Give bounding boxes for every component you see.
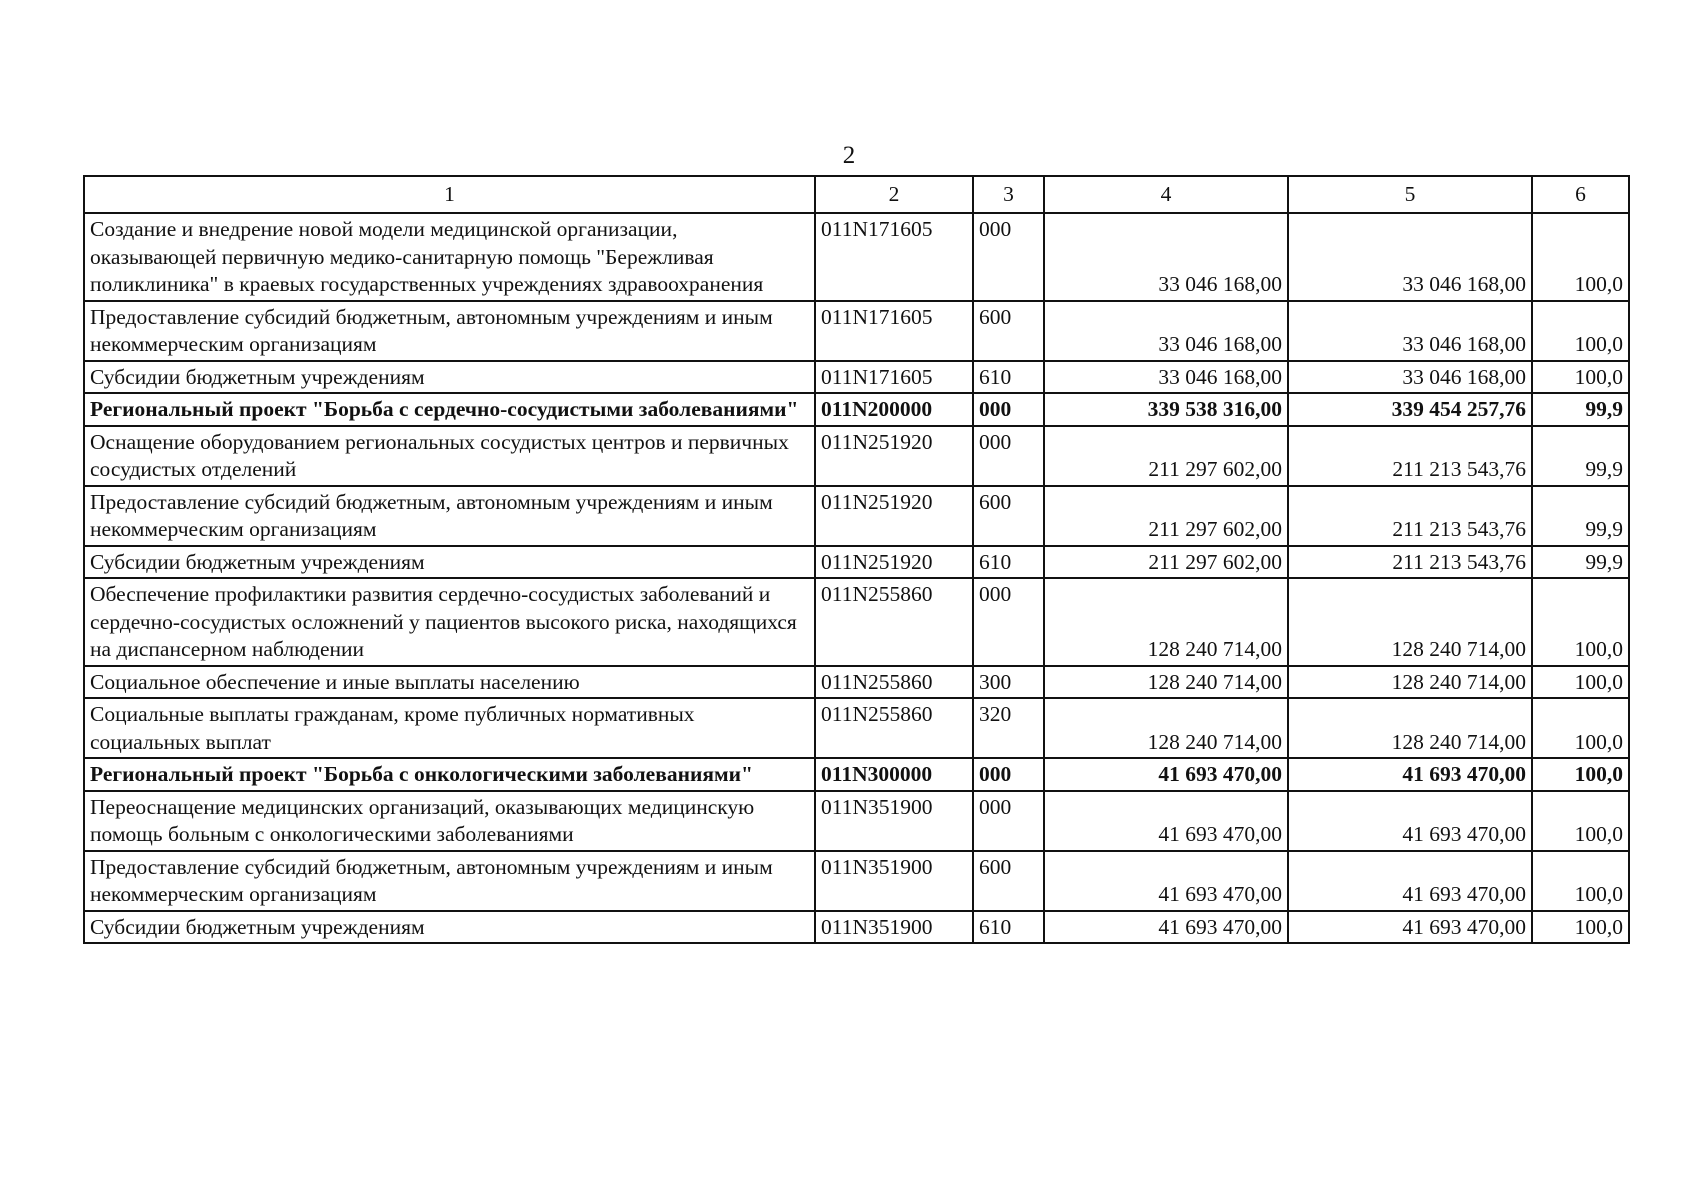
table-row	[84, 361, 1629, 394]
table-row	[84, 911, 1629, 944]
row-code-cell: 011N255860	[815, 666, 973, 699]
row-code-cell: 011N351900	[815, 791, 973, 851]
row-code-cell: 011N255860	[815, 578, 973, 666]
row-actual-cell: 128 240 714,00	[1288, 666, 1532, 699]
row-type-cell: 600	[973, 301, 1044, 361]
row-planned-cell: 211 297 602,00	[1044, 546, 1288, 579]
row-name-cell: Обеспечение профилактики развития сердечно-сосудистых заболеваний и сердечно-сосудистых осложнений у пациентов высокого риска, находящихся на диспансерном наблюдении	[84, 578, 815, 666]
table-header-row	[84, 176, 1629, 213]
row-code-cell: 011N251920	[815, 546, 973, 579]
row-type-cell: 000	[973, 393, 1044, 426]
page-number: 2	[842, 142, 856, 169]
table-row	[84, 758, 1629, 791]
row-code-cell: 011N171605	[815, 361, 973, 394]
row-name-cell: Субсидии бюджетным учреждениям	[84, 546, 815, 579]
table-row	[84, 426, 1629, 486]
row-code-cell: 011N200000	[815, 393, 973, 426]
row-percent-cell: 100,0	[1532, 758, 1629, 791]
table-row	[84, 578, 1629, 666]
row-name-cell: Региональный проект "Борьба с онкологическими заболеваниями"	[84, 758, 815, 791]
row-percent-cell: 100,0	[1532, 578, 1629, 666]
row-type-cell: 610	[973, 546, 1044, 579]
row-name-cell: Субсидии бюджетным учреждениям	[84, 911, 815, 944]
row-planned-cell: 33 046 168,00	[1044, 301, 1288, 361]
row-type-cell: 600	[973, 486, 1044, 546]
row-planned-cell: 211 297 602,00	[1044, 486, 1288, 546]
row-percent-cell: 100,0	[1532, 911, 1629, 944]
row-actual-cell: 41 693 470,00	[1288, 851, 1532, 911]
row-name-cell: Социальное обеспечение и иные выплаты населению	[84, 666, 815, 699]
row-name-cell: Предоставление субсидий бюджетным, автономным учреждениям и иным некоммерческим организациям	[84, 486, 815, 546]
row-name-cell: Переоснащение медицинских организаций, оказывающих медицинскую помощь больным с онкологическими заболеваниями	[84, 791, 815, 851]
row-name-cell: Предоставление субсидий бюджетным, автономным учреждениям и иным некоммерческим организациям	[84, 851, 815, 911]
row-percent-cell: 99,9	[1532, 393, 1629, 426]
row-percent-cell: 99,9	[1532, 546, 1629, 579]
row-actual-cell: 339 454 257,76	[1288, 393, 1532, 426]
row-name-cell: Социальные выплаты гражданам, кроме публичных нормативных социальных выплат	[84, 698, 815, 758]
row-name-cell: Оснащение оборудованием региональных сосудистых центров и первичных сосудистых отделений	[84, 426, 815, 486]
row-name-cell: Региональный проект "Борьба с сердечно-сосудистыми заболеваниями"	[84, 393, 815, 426]
table-row	[84, 301, 1629, 361]
row-type-cell: 610	[973, 911, 1044, 944]
row-type-cell: 610	[973, 361, 1044, 394]
row-name-cell: Создание и внедрение новой модели медицинской организации, оказывающей первичную медико-санитарную помощь "Бережливая поликлиника" в краевых государственных учреждениях здравоохранения	[84, 213, 815, 301]
row-code-cell: 011N351900	[815, 911, 973, 944]
table-body	[84, 176, 1629, 943]
row-percent-cell: 99,9	[1532, 486, 1629, 546]
row-type-cell: 600	[973, 851, 1044, 911]
row-planned-cell: 128 240 714,00	[1044, 698, 1288, 758]
header-cell-2: 2	[815, 176, 973, 213]
table-row	[84, 213, 1629, 301]
table-row	[84, 393, 1629, 426]
budget-table	[83, 175, 1630, 944]
row-code-cell: 011N255860	[815, 698, 973, 758]
row-actual-cell: 41 693 470,00	[1288, 911, 1532, 944]
row-type-cell: 000	[973, 791, 1044, 851]
row-planned-cell: 339 538 316,00	[1044, 393, 1288, 426]
row-actual-cell: 33 046 168,00	[1288, 361, 1532, 394]
row-planned-cell: 33 046 168,00	[1044, 361, 1288, 394]
row-actual-cell: 128 240 714,00	[1288, 698, 1532, 758]
row-planned-cell: 41 693 470,00	[1044, 791, 1288, 851]
row-percent-cell: 100,0	[1532, 851, 1629, 911]
row-code-cell: 011N251920	[815, 486, 973, 546]
row-actual-cell: 211 213 543,76	[1288, 426, 1532, 486]
header-cell-5: 5	[1288, 176, 1532, 213]
header-cell-4: 4	[1044, 176, 1288, 213]
row-percent-cell: 100,0	[1532, 666, 1629, 699]
header-cell-6: 6	[1532, 176, 1629, 213]
table-row	[84, 546, 1629, 579]
row-type-cell: 000	[973, 578, 1044, 666]
row-planned-cell: 128 240 714,00	[1044, 578, 1288, 666]
row-type-cell: 000	[973, 426, 1044, 486]
row-code-cell: 011N300000	[815, 758, 973, 791]
row-actual-cell: 41 693 470,00	[1288, 791, 1532, 851]
row-actual-cell: 33 046 168,00	[1288, 213, 1532, 301]
row-type-cell: 300	[973, 666, 1044, 699]
table-row	[84, 698, 1629, 758]
row-planned-cell: 41 693 470,00	[1044, 758, 1288, 791]
row-percent-cell: 100,0	[1532, 361, 1629, 394]
row-percent-cell: 99,9	[1532, 426, 1629, 486]
header-cell-3: 3	[973, 176, 1044, 213]
row-planned-cell: 211 297 602,00	[1044, 426, 1288, 486]
table-row	[84, 666, 1629, 699]
table-row	[84, 486, 1629, 546]
table-row	[84, 791, 1629, 851]
row-name-cell: Предоставление субсидий бюджетным, автономным учреждениям и иным некоммерческим организациям	[84, 301, 815, 361]
row-percent-cell: 100,0	[1532, 698, 1629, 758]
row-percent-cell: 100,0	[1532, 213, 1629, 301]
row-actual-cell: 41 693 470,00	[1288, 758, 1532, 791]
row-code-cell: 011N251920	[815, 426, 973, 486]
row-code-cell: 011N351900	[815, 851, 973, 911]
table-row	[84, 851, 1629, 911]
row-actual-cell: 211 213 543,76	[1288, 546, 1532, 579]
row-percent-cell: 100,0	[1532, 301, 1629, 361]
row-type-cell: 000	[973, 758, 1044, 791]
row-type-cell: 320	[973, 698, 1044, 758]
row-planned-cell: 41 693 470,00	[1044, 851, 1288, 911]
row-actual-cell: 211 213 543,76	[1288, 486, 1532, 546]
row-actual-cell: 128 240 714,00	[1288, 578, 1532, 666]
row-percent-cell: 100,0	[1532, 791, 1629, 851]
row-name-cell: Субсидии бюджетным учреждениям	[84, 361, 815, 394]
row-planned-cell: 128 240 714,00	[1044, 666, 1288, 699]
row-code-cell: 011N171605	[815, 301, 973, 361]
row-type-cell: 000	[973, 213, 1044, 301]
row-planned-cell: 33 046 168,00	[1044, 213, 1288, 301]
row-code-cell: 011N171605	[815, 213, 973, 301]
row-actual-cell: 33 046 168,00	[1288, 301, 1532, 361]
row-planned-cell: 41 693 470,00	[1044, 911, 1288, 944]
header-cell-1: 1	[84, 176, 815, 213]
